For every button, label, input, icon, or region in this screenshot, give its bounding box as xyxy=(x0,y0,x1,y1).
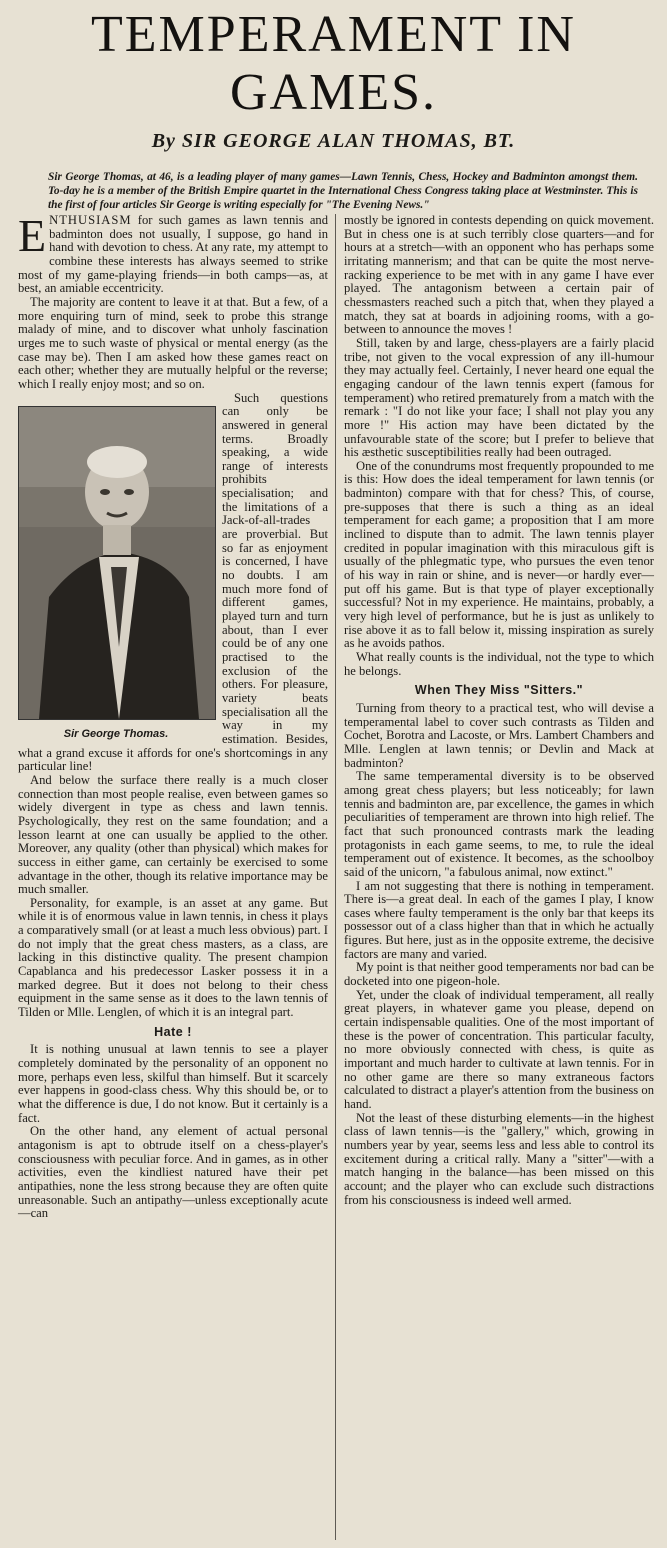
paragraph-15: My point is that neither good temperaments nor bad can be docketed into one pigeon-hole. xyxy=(344,960,654,989)
paragraph-9: Still, taken by and large, chess-players are a fairly placid tribe, not given to the vocal expression of any ill-humour they may actually feel. Certainly, I never heard one equal the engaging candour of the lawn tennis expert (famous for temperament) who retired prematurely from a match with the remark : "I do not like your face; I shall not play you any more !" His action may have been dictated by the unfavourable state of the score; but I prefer to believe that his æsthetic susceptibilities really had been outraged. xyxy=(344,335,654,460)
headline-line-2: GAMES. xyxy=(229,64,438,121)
headline xyxy=(0,6,667,122)
subheading-sitters: When They Miss "Sitters." xyxy=(414,683,584,698)
left-column xyxy=(18,210,328,1221)
right-column xyxy=(344,214,654,1207)
paragraph-1-text: for such games as lawn tennis and badminton does not usually, I suppose, go hand in hand with devotion to chess. At any rate, my attempt to combine these interests has always seemed to strike most of my game-playing friends—in both camps—as, at best, an amiable eccentricity. xyxy=(18,213,328,296)
portrait-figure xyxy=(18,406,214,742)
paragraph-13: The same temperamental diversity is to be observed among great chess players; but less noticeably; for lawn tennis and badminton are, par excellence, the games in which peculiarities of temperament are thrown into high relief. The fact that such pronounced contrasts mark the leading protagonists in each game seems, to me, to rule the ideal temperament out of existence. It becomes, as the schoolboy said of the unicorn, "a fabulous animal, now extinct." xyxy=(344,769,654,879)
paragraph-8: mostly be ignored in contests depending on quick movement. But in chess one is at such terribly close quarters—and for hours at a stretch—with an opponent who has perhaps some irritating mannerism; and that can be quite the most nerve-racking experience to be met with in any game I have ever played. The antagonism between a certain pair of chessmasters reached such a pitch that, when they played a match, they sat at boards in adjoining rooms, with a go-between to announce the moves ! xyxy=(344,213,654,337)
paragraph-14: I am not suggesting that there is nothing in temperament. There is—a great deal. In each of the games I play, I know cases where faulty temperament is the only bar that keeps its possessor out of a class higher than that in which he actually figures. But here, just as in the opposite extreme, the decisive factors are many and varied. xyxy=(344,878,654,961)
subheading-hate: Hate ! xyxy=(154,1024,192,1039)
paragraph-16: Yet, under the cloak of individual temperament, all really great players, in whatever game you please, depend on certain indispensable qualities. One of the most important of these is the power of concentration. This particular faculty, no more obviously connected with chess, is quite as important and much harder to cultivate at lawn tennis. For in no other game are there so many extraneous factors calculated to distract a player's attention from the business on hand. xyxy=(344,987,654,1111)
paragraph-5: Personality, for example, is an asset at any game. But while it is of enormous value in lawn tennis, in chess it plays a comparatively small (or at least a much less obvious) part. I do not imply that the great chess masters, as a class, are lacking in this distinctive quality. The present champion Capablanca and his predecessor Lasker possess it in a marked degree. But it does not belong to their chess equipment in the same sense as it does to the lawn tennis of Tilden or Mlle. Lenglen, of which it is an integral part. xyxy=(18,895,328,1020)
paragraph-17: Not the least of these disturbing elements—in the highest class of lawn tennis—is the "gallery," which, growing in numbers year by year, seems less and less able to control its excitement during a critical rally. Many a "sitter"—with a match hanging in the balance—has been missed on this account; and the player who can exclude such distractions from his consciousness is indeed well armed. xyxy=(344,1110,654,1207)
byline: By SIR GEORGE ALAN THOMAS, BT. xyxy=(151,130,516,152)
portrait-photo xyxy=(18,406,216,720)
paragraph-6: It is nothing unusual at lawn tennis to see a player completely dominated by the personality of an opponent no more, perhaps even less, skilful than himself. But it scarcely ever happens in good-class chess. Why this should be, or to what the difference is due, I do not know. But it certainly is a fact. xyxy=(18,1042,328,1125)
paragraph-3: Such questions can only be answered in general terms. Broadly speaking, a wide range of interests prohibits specialisation; and the limitations of a Jack-of-all-trades are proverbial. But so far as enjoyment is concerned, I have no doubts. I am much more fond of different games, played turn and turn about, than I ever could be of any one practised to the exclusion of the others. For pleasure, variety beats specialisation all the way in my estimation. Besides, what a grand excuse it affords for one's shortcomings in any particular line! xyxy=(18,390,328,774)
paragraph-11: What really counts is the individual, not the type to which he belongs. xyxy=(344,650,654,678)
headline-line-1: TEMPERAMENT IN xyxy=(91,6,576,63)
column-rule xyxy=(335,214,336,1540)
paragraph-10: One of the conundrums most frequently propounded to me is this: How does the ideal temperament for lawn tennis (or badminton) compare with that for chess? This, of course, pre-supposes that there is such a thing as an ideal temperament for each game; a proposition that I am more inclined to dispute than to admit. The lawn tennis player credited in popular imagination with this miraculous gift is usually of the phlegmatic type, who pursues the even tenor of his way in rain or shine, and is never—or hardly ever—put off his game. But is that type of player exceptionally successful? Not in my experience. He maintains, probably, a very high level of performance, but he is just as unlikely to rise above it as to fall below it, missing inspiration as surely as he avoids pathos. xyxy=(344,458,654,651)
paragraph-7: On the other hand, any element of actual personal antagonism is apt to obtrude itself on a chess-player's consciousness with peculiar force. And in games, as in other activities, even the kindliest natured have their pet antipathies, none the less strong because they are often quite unreasonable. Such an antipathy—unless exceptionally acute—can xyxy=(18,1124,328,1221)
drop-cap: E xyxy=(18,210,47,261)
intro-note: Sir George Thomas, at 46, is a leading player of many games—Lawn Tennis, Chess, Hockey and Badminton amongst them. To-day he is a member of the British Empire quartet in the International Chess Congress taking place at Westminster. This is the first of four articles Sir George is writing especially for "The Evening News." xyxy=(48,171,638,211)
photo-caption: Sir George Thomas. xyxy=(63,727,169,740)
paragraph-1 xyxy=(18,210,328,296)
paragraph-4: And below the surface there really is a much closer connection than most people realise, even between games so widely divergent in type as chess and lawn tennis. Psychologically, they rest on the same foundation; and a lesson learnt at one can usually be applied to the other. Moreover, any quality (other than physical) which makes for success in either game, can certainly be exercised to some advantage in the other, though its relative importance may be much smaller. xyxy=(18,772,328,897)
paragraph-12: Turning from theory to a practical test, who will devise a temperamental label to cover such contrasts as Tilden and Cochet, Borotra and Lacoste, or Mrs. Lambert Chambers and Mlle. Lenglen at lawn tennis; or Devlin and Mack at badminton? xyxy=(344,700,654,770)
lead-word: NTHUSIASM xyxy=(49,213,132,227)
portrait-image xyxy=(19,407,215,719)
paragraph-2: The majority are content to leave it at that. But a few, of a more enquiring turn of mind, seek to probe this strange malady of mine, and to discover what unholy fascination urges me to such waste of physical or mental energy (as the case may be). Then I am asked how these games react on each other; whether they are mutually helpful or the reverse; which I really enjoy most; and so on. xyxy=(18,294,328,391)
